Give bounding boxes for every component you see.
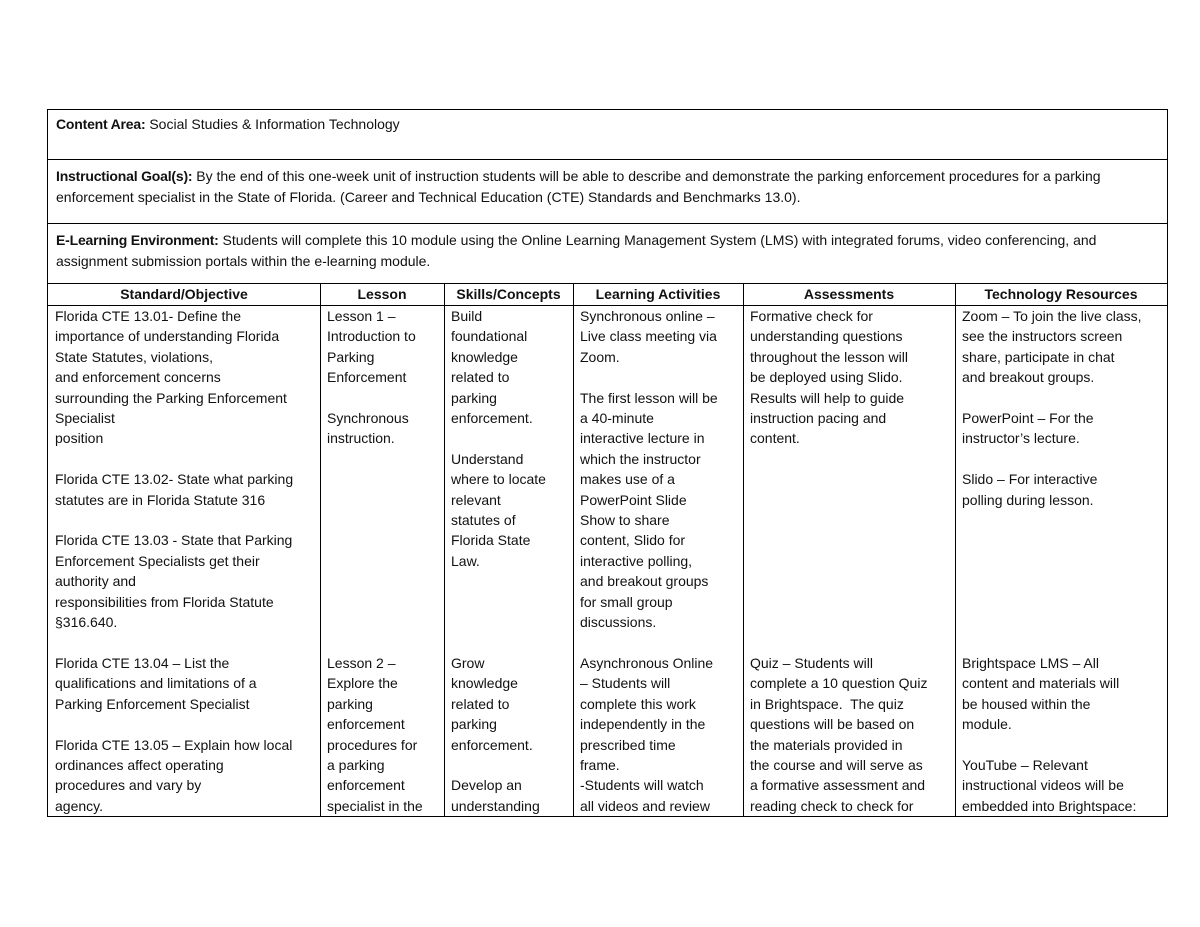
instructional-goal-label: Instructional Goal(s): (56, 168, 193, 184)
row2-resources: Brightspace LMS – All content and materials will be housed within the module. YouTube – Relevant instructional videos will be embedded into Brightspace: (962, 655, 1137, 814)
header-standard-objective: Standard/Objective (120, 286, 248, 302)
instructional-goal-value: By the end of this one-week unit of instruction students will be able to describe and demonstrate the parking enforcement procedures for a parking enforcement specialist in the State of Florida. (Career and Technical Education (CTE) Standards and Benchmarks 13.0). (56, 168, 1101, 205)
header-skills-concepts: Skills/Concepts (456, 286, 561, 302)
content-area-label: Content Area: (56, 116, 146, 132)
row2-assessments: Quiz – Students will complete a 10 question Quiz in Brightspace. The quiz questions will be based on the materials provided in the course and will serve as a formative assessment and reading check to check for (750, 655, 928, 814)
row2-standard: Florida CTE 13.04 – List the qualifications and limitations of a Parking Enforcement Specialist Florida CTE 13.05 – Explain how local ordinances affect operating procedures and vary by agency. (55, 655, 293, 814)
elearning-environment-label: E-Learning Environment: (56, 232, 219, 248)
row1-assessments: Formative check for understanding questions throughout the lesson will be deployed using Slido. Results will help to guide instruction pacing and content. (750, 308, 908, 447)
row1-lesson: Lesson 1 – Introduction to Parking Enforcement Synchronous instruction. (327, 308, 416, 447)
row1-resources: Zoom – To join the live class, see the instructors screen share, participate in chat and breakout groups. PowerPoint – For the instructor’s lecture. Slido – For interactive polling during lesson. (962, 308, 1142, 508)
row2-skills: Grow knowledge related to parking enforcement. Develop an understanding (451, 655, 540, 814)
header-lesson: Lesson (357, 286, 407, 302)
elearning-environment-value: Students will complete this 10 module using the Online Learning Management System (LMS) with integrated forums, video conferencing, and assignment submission portals within the e-learning module. (56, 232, 1097, 269)
row1-skills: Build foundational knowledge related to parking enforcement. Understand where to locate relevant statutes of Florida State Law. (451, 308, 546, 569)
row2-activities: Asynchronous Online – Students will complete this work independently in the prescribed time frame. -Students will watch all videos and review (580, 655, 714, 814)
lesson-plan-table (47, 109, 1168, 817)
header-technology-resources: Technology Resources (984, 286, 1138, 302)
objectives-grid (48, 284, 1167, 817)
header-learning-activities: Learning Activities (595, 286, 721, 302)
row1-activities: Synchronous online – Live class meeting via Zoom. The first lesson will be a 40-minute interactive lecture in which the instructor makes use of a PowerPoint Slide Show to share content, Slido for interactive polling, and breakout groups for small group discussions. (580, 308, 718, 631)
content-area-row (48, 110, 1167, 160)
instructional-goal-row (48, 160, 1167, 224)
content-area-value: Social Studies & Information Technology (145, 116, 400, 132)
elearning-environment-row (48, 224, 1167, 284)
row1-standard: Florida CTE 13.01- Define the importance of understanding Florida State Statutes, violations, and enforcement concerns surrounding the Parking Enforcement Specialist position Florida CTE 13.02- State what parking statutes are in Florida Statute 316 Florida CTE 13.03 - State that Parking Enforcement Specialists get their authority and responsibilities from Florida Statute §316.640. (55, 308, 294, 631)
row2-lesson: Lesson 2 – Explore the parking enforcement procedures for a parking enforcement specialist in the (327, 655, 423, 814)
header-assessments: Assessments (803, 286, 895, 302)
